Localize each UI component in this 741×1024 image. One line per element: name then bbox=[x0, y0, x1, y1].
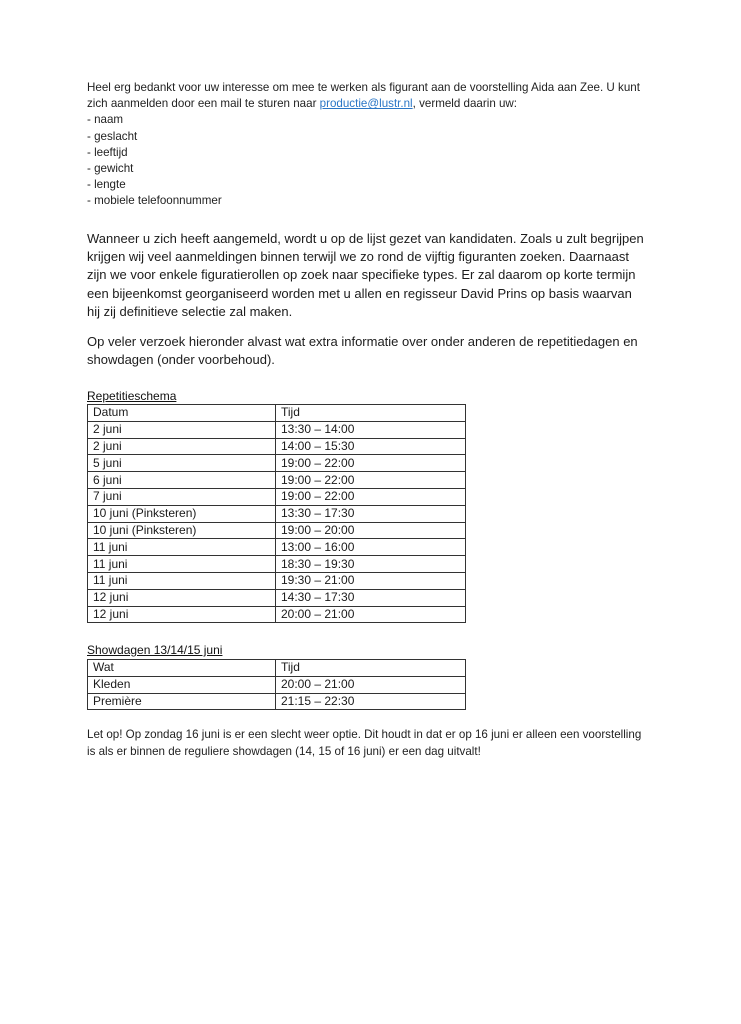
date-cell: 10 juni (Pinksteren) bbox=[88, 522, 276, 539]
activity-cell: Kleden bbox=[88, 676, 276, 693]
time-cell: 14:00 – 15:30 bbox=[276, 438, 466, 455]
time-cell: 19:00 – 20:00 bbox=[276, 522, 466, 539]
activity-cell: Première bbox=[88, 693, 276, 710]
date-cell: 7 juni bbox=[88, 488, 276, 505]
column-header-what: Wat bbox=[88, 660, 276, 677]
date-cell: 11 juni bbox=[88, 539, 276, 556]
intro-section bbox=[87, 80, 647, 210]
email-link[interactable]: productie@lustr.nl bbox=[319, 97, 413, 111]
table-row bbox=[88, 606, 466, 623]
time-cell: 21:15 – 22:30 bbox=[276, 693, 466, 710]
time-cell: 18:30 – 19:30 bbox=[276, 556, 466, 573]
intro-text-end: , vermeld daarin uw: bbox=[412, 97, 518, 111]
show-days-table bbox=[87, 659, 466, 710]
time-cell: 19:00 – 22:00 bbox=[276, 455, 466, 472]
date-cell: 12 juni bbox=[88, 589, 276, 606]
time-cell: 19:00 – 22:00 bbox=[276, 488, 466, 505]
required-fields-list bbox=[87, 112, 647, 209]
table-row bbox=[88, 539, 466, 556]
column-header-time: Tijd bbox=[276, 405, 466, 422]
time-cell: 13:30 – 14:00 bbox=[276, 421, 466, 438]
table-header-row bbox=[88, 660, 466, 677]
table-row bbox=[88, 572, 466, 589]
time-cell: 13:00 – 16:00 bbox=[276, 539, 466, 556]
table-row bbox=[88, 505, 466, 522]
list-item: - naam bbox=[87, 113, 124, 127]
show-days-title: Showdagen 13/14/15 juni bbox=[87, 643, 223, 657]
time-cell: 19:30 – 21:00 bbox=[276, 572, 466, 589]
list-item: - geslacht bbox=[87, 129, 138, 143]
time-cell: 13:30 – 17:30 bbox=[276, 505, 466, 522]
list-item: - leeftijd bbox=[87, 145, 128, 159]
time-cell: 14:30 – 17:30 bbox=[276, 589, 466, 606]
table-row bbox=[88, 438, 466, 455]
table-row bbox=[88, 556, 466, 573]
table-row bbox=[88, 455, 466, 472]
time-cell: 20:00 – 21:00 bbox=[276, 676, 466, 693]
date-cell: 2 juni bbox=[88, 421, 276, 438]
date-cell: 10 juni (Pinksteren) bbox=[88, 505, 276, 522]
date-cell: 11 juni bbox=[88, 556, 276, 573]
date-cell: 11 juni bbox=[88, 572, 276, 589]
date-cell: 12 juni bbox=[88, 606, 276, 623]
list-item: - gewicht bbox=[87, 162, 134, 176]
table-row bbox=[88, 693, 466, 710]
table-row bbox=[88, 522, 466, 539]
paragraph-registration: Wanneer u zich heeft aangemeld, wordt u op de lijst gezet van kandidaten. Zoals u zult begrijpen krijgen wij veel aanmeldingen binnen terwijl we zo rond de vijftig figuranten zoeken. Daarnaast zijn we voor enkele figuratierollen op zoek naar specifieke types. Er zal daarom op korte termijn een bijeenkomst georganiseerd worden met u allen en regisseur David Prins op basis waarvan hij zij definitieve selectie zal maken. bbox=[87, 231, 644, 319]
date-cell: 5 juni bbox=[88, 455, 276, 472]
intro-text: Heel erg bedankt voor uw interesse om mee te werken als figurant aan de voorstelling Aida aan Zee. U kunt zich aanmelden door een mail te sturen naar bbox=[87, 81, 640, 111]
intro-paragraph bbox=[87, 80, 647, 112]
time-cell: 20:00 – 21:00 bbox=[276, 606, 466, 623]
table-row bbox=[88, 488, 466, 505]
list-item: - mobiele telefoonnummer bbox=[87, 194, 222, 208]
table-row bbox=[88, 472, 466, 489]
list-item: - lengte bbox=[87, 178, 126, 192]
weather-option-note: Let op! Op zondag 16 juni is er een slecht weer optie. Dit houdt in dat er op 16 juni er alleen een voorstelling is als er binnen de reguliere showdagen (14, 15 of 16 juni) er een dag uitvalt! bbox=[87, 728, 642, 758]
paragraph-extra-info: Op veler verzoek hieronder alvast wat extra informatie over onder anderen de repetitiedagen en showdagen (onder voorbehoud). bbox=[87, 334, 638, 368]
column-header-time: Tijd bbox=[276, 660, 466, 677]
rehearsal-schedule-title: Repetitieschema bbox=[87, 389, 177, 403]
table-header-row bbox=[88, 405, 466, 422]
table-row bbox=[88, 589, 466, 606]
rehearsal-schedule-table bbox=[87, 404, 466, 623]
time-cell: 19:00 – 22:00 bbox=[276, 472, 466, 489]
column-header-date: Datum bbox=[88, 405, 276, 422]
date-cell: 6 juni bbox=[88, 472, 276, 489]
table-row bbox=[88, 676, 466, 693]
table-row bbox=[88, 421, 466, 438]
date-cell: 2 juni bbox=[88, 438, 276, 455]
